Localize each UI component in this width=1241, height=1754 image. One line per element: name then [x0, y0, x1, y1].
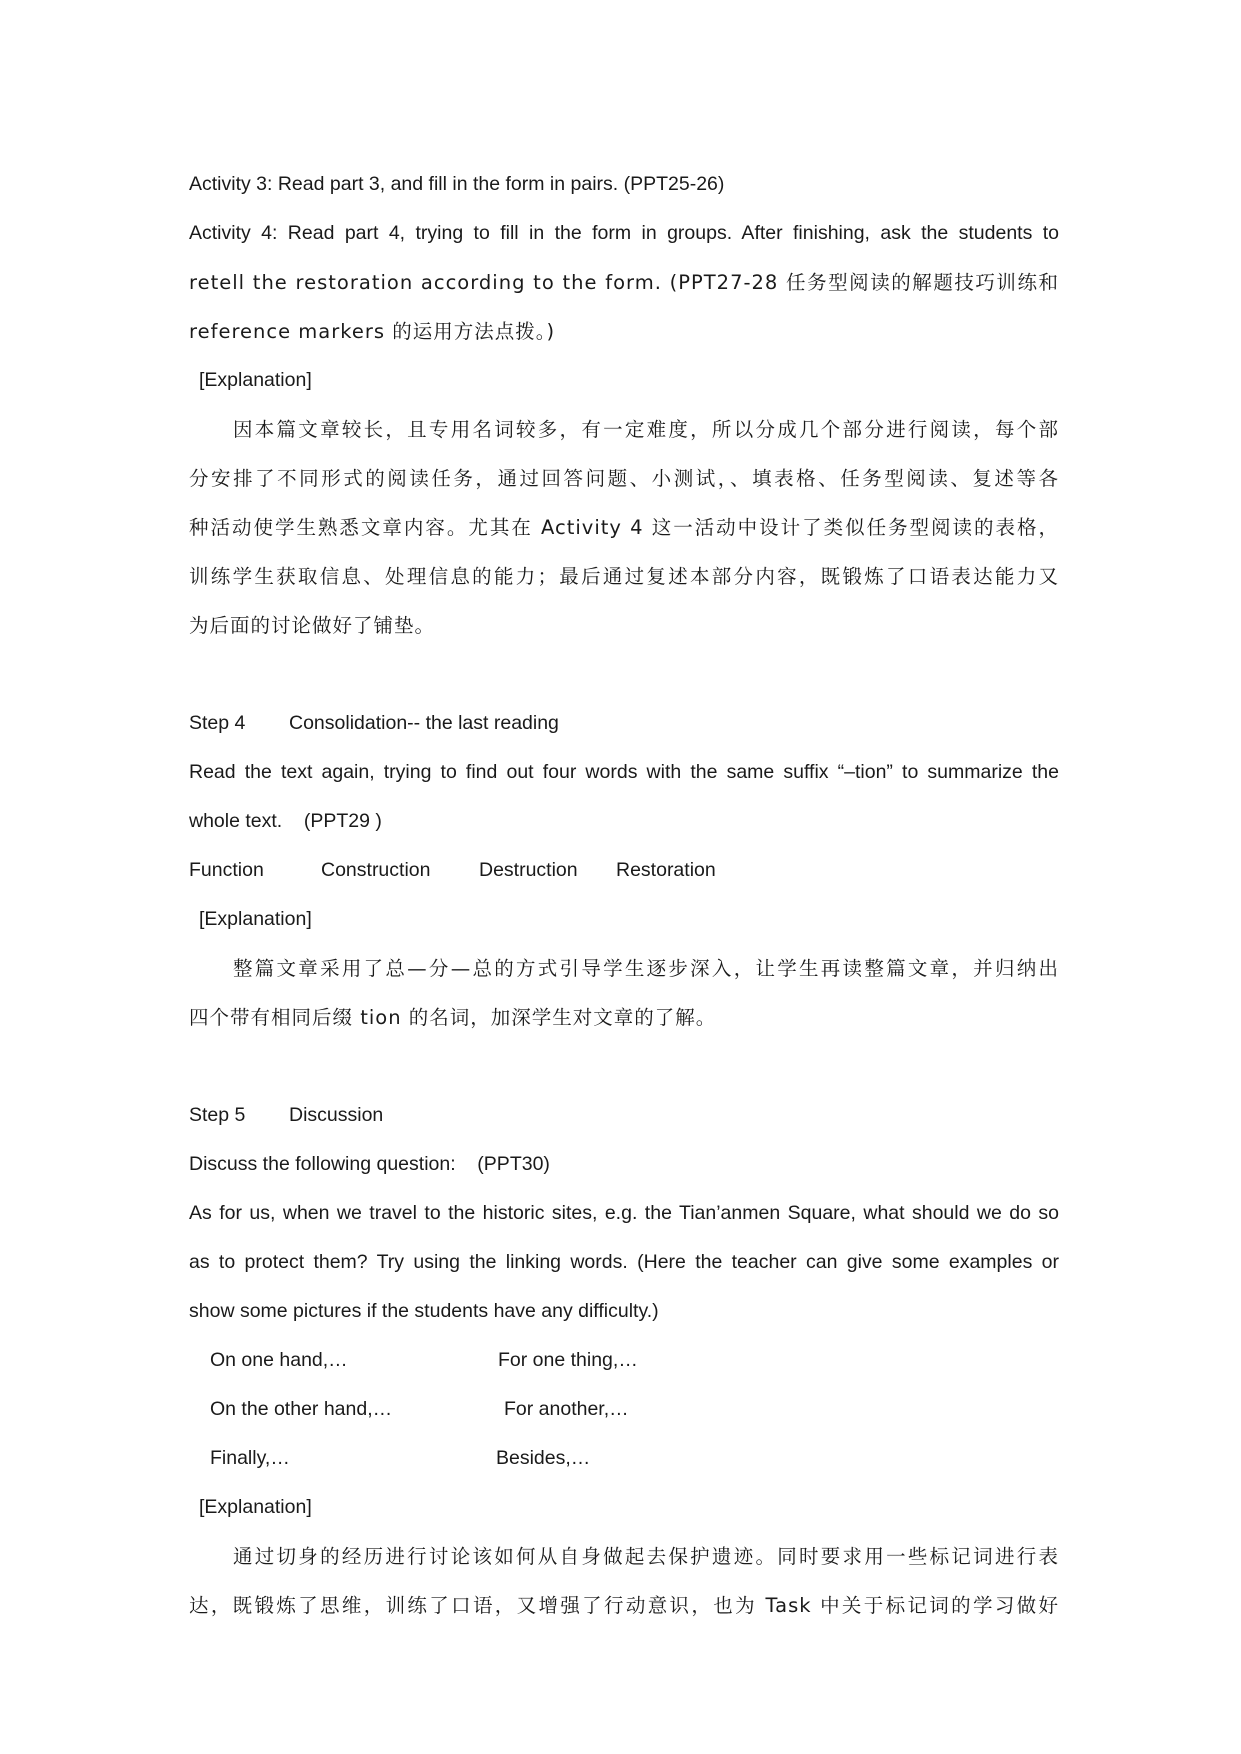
explanation-paragraph: 四个带有相同后缀 tion 的名词，加深学生对文章的了解。 — [189, 1006, 717, 1029]
linking-words-row — [189, 1434, 1059, 1483]
suffix-word: Restoration — [616, 859, 716, 881]
explanation-paragraph: 整篇文章采用了总—分—总的方式引导学生逐步深入，让学生再读整篇文章，并归纳出 — [233, 957, 1059, 980]
step-5-question: show some pictures if the students have any difficulty.) — [189, 1300, 659, 1322]
explanation-paragraph: 种活动使学生熟悉文章内容。尤其在 Activity 4 这一活动中设计了类似任务型阅读的表格， — [189, 516, 1059, 539]
step-4-instruction: Read the text again, trying to find out four words with the same suffix “–tion” to summarize the — [189, 761, 1059, 783]
explanation-heading: [Explanation] — [199, 369, 312, 391]
explanation-heading: [Explanation] — [199, 908, 312, 930]
explanation-paragraph: 训练学生获取信息、处理信息的能力；最后通过复述本部分内容，既锻炼了口语表达能力又 — [189, 565, 1059, 588]
linking-word: Finally,… — [210, 1447, 290, 1469]
linking-word: For one thing,… — [498, 1349, 638, 1371]
suffix-word: Destruction — [479, 859, 578, 881]
linking-word: For another,… — [504, 1398, 629, 1420]
linking-word: Besides,… — [496, 1447, 591, 1469]
suffix-word-list — [189, 846, 1059, 895]
linking-words-row — [189, 1385, 1059, 1434]
step-5-question: As for us, when we travel to the historic sites, e.g. the Tian’anmen Square, what should we do so — [189, 1202, 1059, 1224]
suffix-word: Construction — [321, 859, 431, 881]
explanation-paragraph: 分安排了不同形式的阅读任务，通过回答问题、小测试，、填表格、任务型阅读、复述等各 — [189, 467, 1059, 490]
linking-word: On the other hand,… — [210, 1398, 393, 1420]
activity-4-text: retell the restoration according to the form. (PPT27-28 任务型阅读的解题技巧训练和 — [189, 271, 1059, 294]
step-5-heading — [189, 1091, 1059, 1140]
step-4-heading — [189, 699, 1059, 748]
linking-word: On one hand,… — [210, 1349, 348, 1371]
document-page — [189, 160, 1059, 1630]
step-4-instruction: whole text. (PPT29 ) — [189, 810, 382, 832]
explanation-paragraph: 通过切身的经历进行讨论该如何从自身做起去保护遗迹。同时要求用一些标记词进行表 — [233, 1545, 1059, 1568]
step-5-question: as to protect them? Try using the linking words. (Here the teacher can give some examples or — [189, 1251, 1059, 1273]
activity-4-text: Activity 4: Read part 4, trying to fill in the form in groups. After finishing, ask the students to — [189, 222, 1059, 244]
step-title: Discussion — [289, 1104, 384, 1126]
activity-4-text: reference markers 的运用方法点拨。) — [189, 320, 556, 343]
explanation-paragraph: 因本篇文章较长，且专用名词较多，有一定难度，所以分成几个部分进行阅读，每个部 — [233, 418, 1059, 441]
suffix-word: Function — [189, 859, 264, 881]
step-label: Step 5 — [189, 1104, 246, 1126]
explanation-paragraph: 为后面的讨论做好了铺垫。 — [189, 614, 436, 637]
step-5-instruction: Discuss the following question: (PPT30) — [189, 1153, 550, 1175]
activity-3-text: Activity 3: Read part 3, and fill in the form in pairs. (PPT25-26) — [189, 173, 725, 195]
linking-words-row — [189, 1336, 1059, 1385]
explanation-heading: [Explanation] — [199, 1496, 312, 1518]
step-label: Step 4 — [189, 712, 246, 734]
explanation-paragraph: 达，既锻炼了思维，训练了口语，又增强了行动意识，也为 Task 中关于标记词的学习做好 — [189, 1594, 1059, 1617]
step-title: Consolidation-- the last reading — [289, 712, 559, 734]
